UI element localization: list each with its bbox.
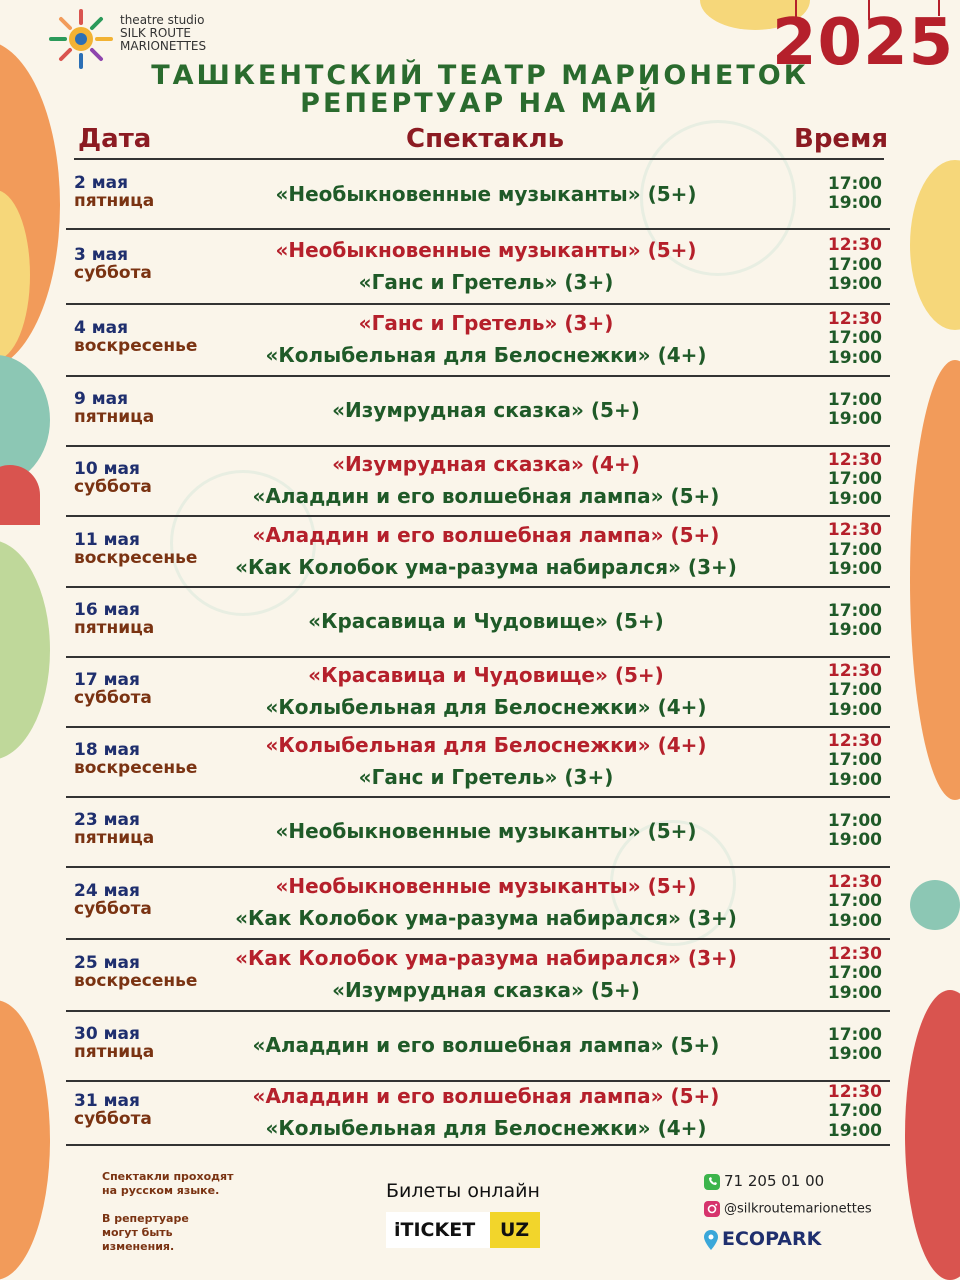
schedule-row (66, 798, 890, 868)
show-time: 17:00 (827, 680, 882, 701)
weekday: воскресенье (74, 971, 198, 991)
row-divider (66, 1144, 890, 1146)
show-time: 19:00 (827, 1044, 882, 1064)
schedule-row (66, 377, 890, 447)
show-time: 19:00 (827, 193, 882, 213)
iticket-uz-text: UZ (500, 1219, 530, 1241)
row-shows (196, 815, 776, 847)
note-line: могут быть (102, 1226, 173, 1239)
show-title: «Как Колобок ума-разума набирался» (3+) (235, 906, 737, 930)
header-show: Спектакль (406, 124, 565, 154)
bg-blob-red-right (905, 990, 960, 1280)
header-date: Дата (78, 124, 152, 154)
note-line: на русском языке. (102, 1184, 220, 1197)
header-time: Время (794, 124, 889, 154)
show-time: 19:00 (827, 559, 882, 580)
show-title: «Красавица и Чудовище» (5+) (308, 609, 664, 633)
row-times (828, 662, 882, 721)
show-time: 19:00 (827, 769, 882, 790)
note-line: изменения. (102, 1240, 175, 1253)
show-title: «Изумрудная сказка» (5+) (332, 398, 640, 422)
weekday: пятница (74, 191, 155, 211)
show-time: 19:00 (827, 347, 882, 368)
row-times (828, 945, 882, 1004)
row-times (828, 310, 882, 369)
row-date (74, 741, 197, 777)
show-time: 19:00 (827, 910, 882, 931)
show-title: «Необыкновенные музыканты» (5+) (275, 182, 697, 206)
date-number: 23 мая (74, 810, 140, 830)
schedule-row (66, 658, 890, 728)
phone-contact[interactable] (704, 1172, 824, 1190)
logo-line-3: MARIONETTES (120, 39, 207, 53)
show-title: «Аладдин и его волшебная лампа» (5+) (252, 1033, 720, 1057)
row-date (74, 954, 197, 990)
show-time: 17:00 (827, 600, 882, 621)
show-title: «Необыкновенные музыканты» (5+) (275, 819, 697, 843)
logo-line-1: theatre studio (120, 13, 205, 27)
show-time: 17:00 (827, 389, 882, 410)
date-number: 30 мая (74, 1024, 140, 1044)
row-date (74, 460, 152, 496)
location-contact[interactable] (704, 1228, 821, 1250)
show-title: «Ганс и Гретель» (3+) (358, 269, 614, 294)
show-time: 19:00 (827, 488, 882, 509)
row-times (828, 391, 882, 430)
row-shows (196, 942, 776, 1006)
show-time: 12:30 (827, 449, 882, 470)
show-time: 12:30 (827, 730, 882, 751)
bg-blob-green-left (0, 540, 50, 760)
weekday: воскресенье (74, 758, 198, 778)
note-line: В репертуаре (102, 1212, 189, 1225)
date-number: 24 мая (74, 881, 140, 901)
bg-blob-yellow-right (910, 160, 960, 330)
weekday: суббота (74, 477, 152, 497)
show-title: «Колыбельная для Белоснежки» (4+) (265, 343, 707, 367)
year-heading: 2025 (772, 6, 955, 80)
schedule-row (66, 1082, 890, 1146)
show-title: «Аладдин и его волшебная лампа» (5+) (252, 522, 720, 547)
date-number: 31 мая (74, 1091, 140, 1111)
row-date (74, 390, 154, 426)
schedule-row (66, 1012, 890, 1082)
weekday: пятница (74, 1042, 155, 1062)
schedule-row (66, 447, 890, 517)
sun-logo-icon (48, 8, 114, 70)
show-time: 19:00 (827, 274, 882, 295)
weekday: суббота (74, 688, 152, 708)
row-times (828, 175, 882, 214)
row-shows (196, 519, 776, 583)
bg-blob-orange-right (910, 360, 960, 800)
show-title: «Аладдин и его волшебная лампа» (5+) (252, 484, 720, 508)
phone-number: 71 205 01 00 (724, 1172, 825, 1190)
row-date (74, 246, 152, 282)
bg-blob-red-left (0, 465, 40, 525)
show-time: 17:00 (827, 469, 882, 490)
show-title: «Изумрудная сказка» (5+) (332, 978, 640, 1002)
row-times (828, 521, 882, 580)
show-title: «Изумрудная сказка» (4+) (332, 452, 640, 476)
show-time: 17:00 (827, 750, 882, 771)
show-time: 17:00 (827, 810, 882, 831)
weekday: пятница (74, 828, 155, 848)
bg-blob-teal-right (910, 880, 960, 930)
row-shows (196, 729, 776, 793)
schedule-row (66, 940, 890, 1012)
show-title: «Ганс и Гретель» (3+) (358, 765, 614, 789)
show-title: «Колыбельная для Белоснежки» (4+) (265, 733, 707, 757)
weekday: суббота (74, 262, 152, 283)
schedule-row (66, 305, 890, 377)
date-number: 9 мая (74, 389, 129, 409)
row-date (74, 811, 154, 847)
row-times (828, 451, 882, 510)
show-title: «Как Колобок ума-разума набирался» (3+) (235, 946, 737, 970)
show-time: 17:00 (827, 173, 882, 194)
schedule-row (66, 868, 890, 940)
date-number: 2 мая (74, 173, 129, 193)
iticket-logo-link[interactable] (386, 1212, 540, 1248)
show-time: 19:00 (827, 620, 882, 640)
show-time: 17:00 (827, 539, 882, 560)
show-time: 12:30 (827, 660, 882, 681)
show-time: 12:30 (827, 943, 882, 964)
instagram-contact[interactable] (704, 1201, 872, 1217)
row-times (828, 1026, 882, 1065)
show-time: 12:30 (827, 235, 882, 256)
row-date (74, 531, 197, 567)
row-date (74, 1025, 154, 1061)
weekday: воскресенье (74, 547, 198, 568)
date-number: 4 мая (74, 318, 129, 338)
date-number: 18 мая (74, 740, 140, 760)
row-shows (196, 394, 776, 426)
whatsapp-icon (704, 1174, 720, 1190)
row-shows (196, 178, 776, 210)
row-times (828, 873, 882, 932)
show-time: 17:00 (827, 254, 882, 275)
date-number: 16 мая (74, 600, 140, 620)
schedule-row (66, 588, 890, 658)
note-line: Спектакли проходят (102, 1170, 234, 1183)
row-times (828, 1083, 882, 1142)
show-title: «Колыбельная для Белоснежки» (4+) (265, 695, 707, 719)
show-time: 12:30 (827, 520, 882, 541)
header-divider (74, 158, 884, 160)
show-time: 17:00 (827, 1101, 882, 1122)
show-time: 19:00 (827, 409, 882, 429)
schedule-row (66, 162, 890, 230)
row-shows (196, 448, 776, 512)
row-times (828, 602, 882, 641)
row-shows (196, 234, 776, 298)
title-line-2: РЕПЕРТУАР НА МАЙ (300, 88, 660, 119)
weekday: воскресенье (74, 336, 198, 356)
row-date (74, 601, 154, 637)
show-time: 19:00 (827, 982, 882, 1003)
title-line-1: ТАШКЕНТСКИЙ ТЕАТР МАРИОНЕТОК (151, 60, 809, 91)
row-shows (196, 870, 776, 934)
show-title: «Необыкновенные музыканты» (5+) (275, 237, 697, 262)
show-time: 12:30 (827, 871, 882, 892)
show-title: «Аладдин и его волшебная лампа» (5+) (252, 1084, 720, 1108)
footer-note (102, 1170, 233, 1254)
row-times (828, 236, 882, 295)
show-time: 19:00 (827, 699, 882, 720)
logo-line-2: SILK ROUTE (120, 26, 192, 40)
row-shows (196, 659, 776, 723)
location-pin-icon (704, 1230, 718, 1250)
schedule-row (66, 230, 890, 305)
row-shows (196, 605, 776, 637)
row-times (828, 732, 882, 791)
show-title: «Колыбельная для Белоснежки» (4+) (265, 1116, 707, 1140)
instagram-handle: @silkroutemarionettes (724, 1201, 872, 1217)
show-time: 17:00 (827, 328, 882, 349)
bg-blob-orange-left2 (0, 1000, 50, 1280)
date-number: 17 мая (74, 670, 140, 690)
show-time: 19:00 (827, 1120, 882, 1141)
schedule-row (66, 517, 890, 588)
show-title: «Как Колобок ума-разума набирался» (3+) (235, 554, 737, 579)
row-date (74, 1092, 152, 1128)
instagram-icon (704, 1201, 720, 1217)
show-time: 17:00 (827, 891, 882, 912)
date-number: 10 мая (74, 459, 140, 479)
date-number: 25 мая (74, 953, 140, 973)
row-date (74, 174, 154, 210)
row-date (74, 671, 152, 707)
tickets-label: Билеты онлайн (386, 1180, 540, 1202)
page-title (0, 62, 960, 118)
row-times (828, 812, 882, 851)
iticket-text: iTICKET (394, 1219, 476, 1241)
schedule-row (66, 728, 890, 798)
note-line (102, 1198, 233, 1212)
show-time: 17:00 (827, 1024, 882, 1045)
row-shows (196, 307, 776, 371)
show-title: «Необыкновенные музыканты» (5+) (275, 874, 697, 898)
show-title: «Ганс и Гретель» (3+) (358, 311, 614, 335)
show-time: 17:00 (827, 963, 882, 984)
weekday: пятница (74, 407, 155, 427)
row-shows (196, 1080, 776, 1144)
date-number: 3 мая (74, 244, 129, 265)
date-number: 11 мая (74, 529, 140, 550)
weekday: суббота (74, 899, 152, 919)
location-name: ECOPARK (722, 1228, 822, 1250)
show-time: 12:30 (827, 308, 882, 329)
row-shows (196, 1029, 776, 1061)
row-date (74, 882, 152, 918)
show-time: 19:00 (827, 830, 882, 850)
row-date (74, 319, 197, 355)
weekday: суббота (74, 1109, 152, 1129)
show-title: «Красавица и Чудовище» (5+) (308, 663, 664, 687)
weekday: пятница (74, 618, 155, 638)
show-time: 12:30 (827, 1081, 882, 1102)
